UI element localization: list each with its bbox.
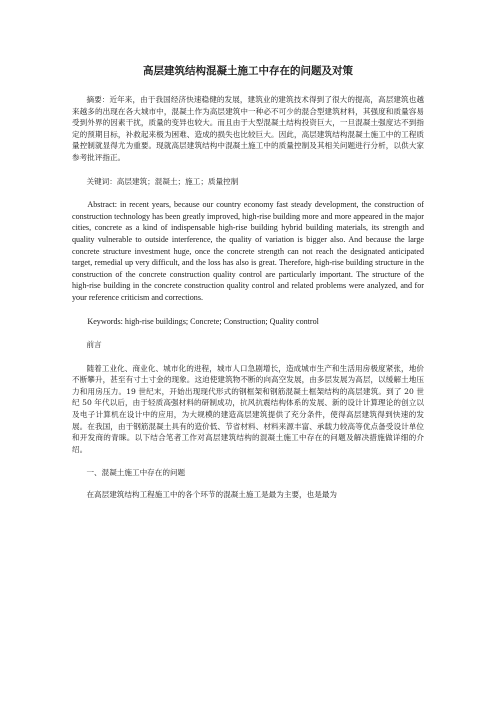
preface-heading: 前言 [86, 340, 102, 350]
preface-body: 随着工业化、商业化、城市化的进程，城市人口急剧增长，造成城市生产和生活用房极度紧张，地价不断攀升，甚至有寸土寸金的现象。这迫使建筑物不断的向高空发展，由多层发展为高层，以缓解土地压力和用房压力。19 世纪末，开始出现现代形式的钢框架和钢筋混凝土框架结构的高层建筑。到了 20 世纪 50 年代以后，由于轻质高强材料的研制成功，抗风抗震结构体系的发展、新的设计计算理论的创立以及电子计算机在设计中的应用，为大规模的建造高层建筑提供了充分条件，使得高层建筑得到快速的发展。在我国，由于钢筋混凝土具有的造价低、节省材料、材料来源丰富、承载力较高等优点备受设计单位和开发商的青睐。以下结合笔者工作对高层建筑结构的混凝土施工中存在的问题及解决措施做详细的介绍。 [72, 363, 424, 454]
abstract-chinese: 摘要：近年来，由于我国经济快速稳健的发展，建筑业的建筑技术得到了很大的提高，高层建筑也越来越多的出现在各大城市中，混凝土作为高层建筑中一种必不可少的混合型建筑材料，其强度和质量容易受到外界的因素干扰，质量的变异也较大。而且由于大型混凝土结构投资巨大，一旦混凝土强度达不到指定的预期目标，补救起来极为困难、造成的损失也比较巨大。因此，高层建筑结构混凝土施工中的工程质量控制就显得尤为重要。现就高层建筑结构中混凝土施工中的质量控制及其相关问题进行分析，以供大家参考批评指正。 [72, 95, 424, 162]
keywords-chinese: 关键词：高层建筑；混凝土；施工；质量控制 [86, 176, 239, 186]
section-heading: 一、混凝土施工中存在的问题 [86, 468, 186, 478]
keywords-english: Keywords: high-rise buildings; Concrete; Construction; Quality control [87, 316, 319, 326]
page-title: 高层建筑结构混凝土施工中存在的问题及对策 [143, 65, 353, 77]
section-body: 在高层建筑结构工程施工中的各个环节的混凝土施工是最为主要，也是最为 [86, 490, 338, 500]
abstract-english: Abstract: in recent years, because our country economy fast steady development, the construction of construction technology has been greatly improved, high-rise building more and more appeared in the major cities, concrete as a kind of indispensable high-rise building hybrid building materials, its strength and quality vulnerable to outside interference, the quality of variation is bigger also. And because the large concrete structure investment huge, once the concrete strength can not reach the designated anticipated target, remedial up very difficult, and the loss has also is great. Therefore, high-rise building structure in the construction of the concrete construction quality control are particularly important. The structure of the high-rise building in the concrete construction quality control and related problems were analyzed, and for your reference criticism and corrections. [72, 200, 424, 302]
